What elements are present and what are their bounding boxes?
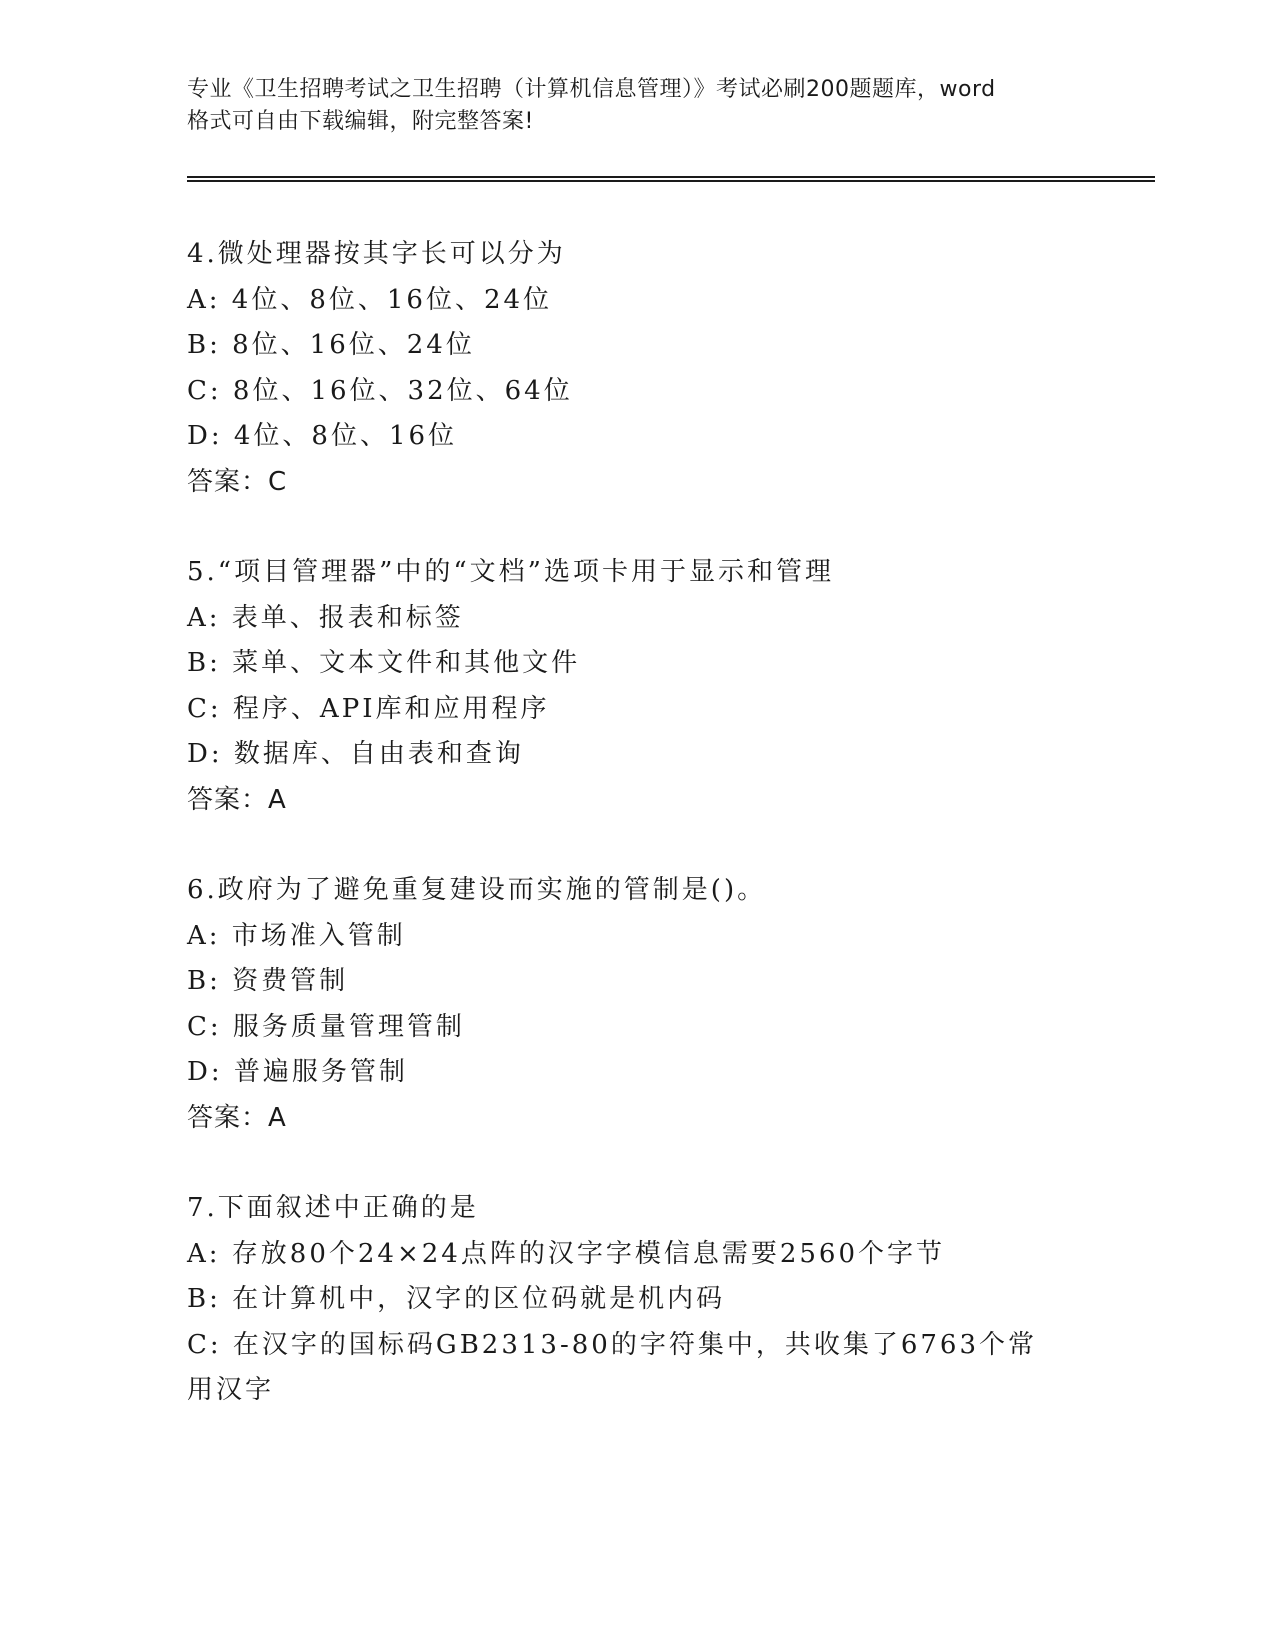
question-7 <box>187 1186 1087 1414</box>
question-stem: 4.微处理器按其字长可以分为 <box>187 239 566 269</box>
option-a: A: 市场准入管制 <box>187 920 406 951</box>
option-a: A: 4位、8位、16位、24位 <box>187 284 553 315</box>
header-line-2: 格式可自由下载编辑，附完整答案! <box>187 109 534 134</box>
option-b: B: 菜单、文本文件和其他文件 <box>187 648 581 678</box>
question-stem: 6.政府为了避免重复建设而实施的管制是()。 <box>187 875 767 905</box>
option-a: A: 存放80个24×24点阵的汉字字模信息需要2560个字节 <box>187 1238 946 1269</box>
header-line-1: 专业《卫生招聘考试之卫生招聘（计算机信息管理）》考试必刷200题题库，word <box>187 77 996 102</box>
option-c: C: 程序、API库和应用程序 <box>187 693 550 724</box>
option-d: D: 数据库、自由表和查询 <box>187 739 524 769</box>
option-b: B: 在计算机中，汉字的区位码就是机内码 <box>187 1284 726 1314</box>
header-double-rule <box>187 176 1155 182</box>
document-header <box>187 74 1087 138</box>
question-stem: 7.下面叙述中正确的是 <box>187 1193 479 1223</box>
option-c: C: 在汉字的国标码GB2313-80的字符集中，共收集了6763个常用汉字 <box>187 1329 1037 1405</box>
option-b: B: 资费管制 <box>187 966 349 996</box>
question-6 <box>187 868 1087 1141</box>
option-c: C: 服务质量管理管制 <box>187 1011 465 1042</box>
question-4 <box>187 232 1087 505</box>
option-a: A: 表单、报表和标签 <box>187 602 464 633</box>
question-list <box>187 232 1087 1459</box>
option-d: D: 4位、8位、16位 <box>187 421 458 451</box>
question-stem: 5.“项目管理器”中的“文档”选项卡用于显示和管理 <box>187 557 834 587</box>
option-b: B: 8位、16位、24位 <box>187 330 475 360</box>
option-c: C: 8位、16位、32位、64位 <box>187 375 573 406</box>
answer-label: 答案：C <box>187 466 288 497</box>
question-5 <box>187 550 1087 823</box>
answer-label: 答案：A <box>187 1102 287 1133</box>
option-d: D: 普遍服务管制 <box>187 1057 408 1087</box>
answer-label: 答案：A <box>187 784 287 815</box>
